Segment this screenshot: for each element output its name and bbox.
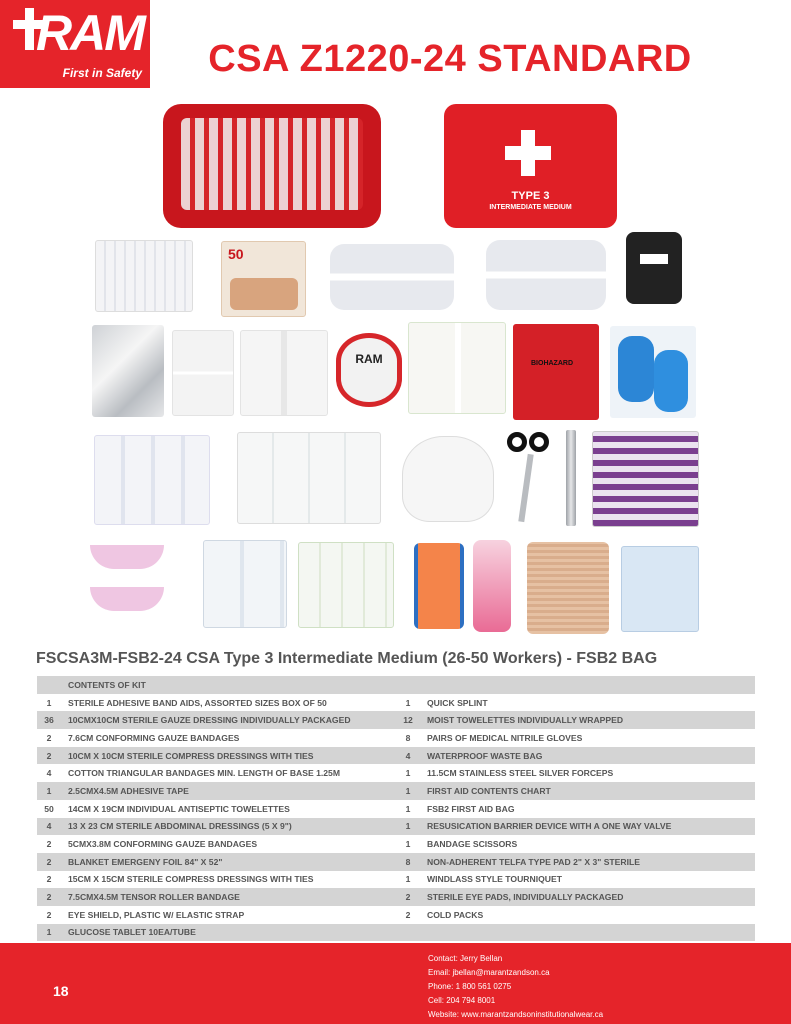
table-row: [37, 818, 755, 836]
item-desc: MOIST TOWELETTES INDIVIDUALLY WRAPPED: [427, 715, 624, 726]
bag-label-type: TYPE 3: [511, 190, 550, 202]
table-header: CONTENTS OF KIT: [68, 679, 146, 690]
nitrile-gloves-image: [610, 326, 696, 418]
antiseptic-towelettes-image: [237, 432, 381, 524]
item-desc: 5CMX3.8M CONFORMING GAUZE BANDAGES: [68, 839, 258, 850]
item-desc: FSB2 FIRST AID BAG: [427, 803, 515, 814]
item-desc: STERILE ADHESIVE BAND AIDS, ASSORTED SIZES BOX OF 50: [68, 697, 327, 708]
item-qty: 1: [405, 839, 411, 850]
gauze-pads-image: [95, 240, 193, 312]
contact-website: Website: www.marantzandsoninstitutionalwear.ca: [428, 1010, 604, 1019]
item-desc: NON-ADHERENT TELFA TYPE PAD 2" X 3" STERILE: [427, 856, 640, 867]
contact-info: [428, 952, 603, 1022]
item-qty: 1: [46, 697, 52, 708]
item-qty: 1: [405, 785, 411, 796]
item-qty: 4: [46, 768, 52, 779]
footer: [0, 943, 791, 1024]
tape-brand: RAM: [355, 352, 383, 366]
item-qty: 12: [403, 715, 413, 726]
item-qty: 1: [405, 874, 411, 885]
item-desc: PAIRS OF MEDICAL NITRILE GLOVES: [427, 732, 583, 743]
item-desc: RESUSICATION BARRIER DEVICE WITH A ONE WAY VALVE: [427, 821, 672, 832]
abdominal-dressings-image: [94, 435, 210, 525]
band-aids-count: 50: [228, 246, 244, 262]
item-qty: 1: [405, 697, 411, 708]
table-row: [37, 711, 755, 729]
item-qty: 2: [405, 909, 411, 920]
item-qty: 2: [46, 856, 52, 867]
dressing-packs-image: [172, 330, 234, 416]
table-row: [37, 694, 755, 712]
item-desc: GLUCOSE TABLET 10EA/TUBE: [68, 927, 196, 938]
cold-pack-image: [414, 543, 464, 629]
eye-pads-image: [203, 540, 287, 628]
item-qty: 8: [405, 856, 411, 867]
item-desc: 14CM X 19CM INDIVIDUAL ANTISEPTIC TOWELETTES: [68, 803, 290, 814]
item-desc: 2.5CMX4.5M ADHESIVE TAPE: [68, 785, 189, 796]
item-desc: 13 X 23 CM STERILE ABDOMINAL DRESSINGS (5 X 9"): [68, 821, 292, 832]
glucose-tablets-image: [473, 540, 511, 632]
table-row: [37, 800, 755, 818]
item-qty: 1: [405, 768, 411, 779]
item-desc: 10CMX10CM STERILE GAUZE DRESSING INDIVIDUALLY PACKAGED: [68, 715, 351, 726]
contact-phone: Phone: 1 800 561 0275: [428, 982, 512, 991]
logo-brand: RAM: [36, 5, 144, 61]
item-qty: 4: [405, 750, 411, 761]
item-qty: 2: [46, 750, 52, 761]
contents-table: [37, 676, 755, 941]
triangular-bandage-image: [330, 244, 454, 310]
ram-logo: [0, 0, 150, 88]
table-header-row: [37, 676, 755, 694]
contact-email: Email: jbellan@marantzandson.ca: [428, 968, 550, 977]
quick-splint-image: [621, 546, 699, 632]
item-desc: BLANKET EMERGENY FOIL 84" X 52": [68, 856, 223, 867]
conforming-bandage-image: [240, 330, 328, 416]
item-desc: STERILE EYE PADS, INDIVIDUALLY PACKAGED: [427, 892, 624, 903]
item-qty: 36: [44, 715, 54, 726]
item-desc: 7.6CM CONFORMING GAUZE BANDAGES: [68, 732, 240, 743]
item-desc: BANDAGE SCISSORS: [427, 839, 518, 850]
bag-label-size: INTERMEDIATE MEDIUM: [489, 204, 572, 211]
table-row: [37, 764, 755, 782]
biohazard-bags-image: [513, 324, 599, 420]
tensor-bandage-image: [527, 542, 609, 634]
item-qty: 50: [44, 803, 54, 814]
item-desc: 11.5CM STAINLESS STEEL SILVER FORCEPS: [427, 768, 614, 779]
logo-cross-icon: [25, 8, 34, 50]
open-bag-image: [163, 104, 381, 228]
item-qty: 1: [405, 821, 411, 832]
contact-name: Contact: Jerry Bellan: [428, 954, 503, 963]
product-title: FSCSA3M-FSB2-24 CSA Type 3 Intermediate Medium (26-50 Workers) - FSB2 BAG: [36, 650, 658, 667]
gauze-roll-image: [486, 240, 606, 310]
moist-towelettes-image: [592, 431, 699, 527]
table-row: [37, 782, 755, 800]
adhesive-tape-image: [336, 333, 402, 407]
first-aid-cross-icon: [505, 130, 551, 176]
table-row: [37, 747, 755, 765]
item-desc: 7.5CMX4.5M TENSOR ROLLER BANDAGE: [68, 892, 240, 903]
band-aids-box-image: [221, 241, 306, 317]
table-row: [37, 906, 755, 924]
item-qty: 2: [46, 732, 52, 743]
item-desc: 15CM X 15CM STERILE COMPRESS DRESSINGS WITH TIES: [68, 874, 314, 885]
resuscitation-barrier-image: [402, 436, 494, 522]
table-row: [37, 888, 755, 906]
item-desc: EYE SHIELD, PLASTIC W/ ELASTIC STRAP: [68, 909, 245, 920]
biohazard-label: BIOHAZARD: [531, 360, 573, 367]
item-qty: 4: [46, 821, 52, 832]
item-desc: QUICK SPLINT: [427, 697, 488, 708]
tourniquet-image: [626, 232, 682, 304]
compress-dressings-image: [408, 322, 506, 414]
telfa-pads-image: [298, 542, 394, 628]
table-row: [37, 871, 755, 889]
page-number: 18: [53, 983, 69, 999]
foil-blanket-image: [92, 325, 164, 417]
item-qty: 2: [46, 909, 52, 920]
item-desc: COTTON TRIANGULAR BANDAGES MIN. LENGTH OF BASE 1.25M: [68, 768, 340, 779]
forceps-image: [566, 430, 576, 526]
table-row: [37, 924, 755, 942]
item-qty: 1: [46, 927, 52, 938]
page-title: CSA Z1220-24 STANDARD: [208, 38, 692, 80]
item-qty: 2: [46, 839, 52, 850]
item-qty: 1: [405, 803, 411, 814]
item-qty: 1: [46, 785, 52, 796]
table-row: [37, 853, 755, 871]
closed-bag-image: [444, 104, 617, 228]
item-desc: 10CM X 10CM STERILE COMPRESS DRESSINGS WITH TIES: [68, 750, 314, 761]
item-qty: 8: [405, 732, 411, 743]
item-qty: 2: [405, 892, 411, 903]
item-qty: 2: [46, 892, 52, 903]
contact-cell: Cell: 204 794 8001: [428, 996, 496, 1005]
item-desc: WINDLASS STYLE TOURNIQUET: [427, 874, 562, 885]
eye-shields-image: [90, 545, 188, 615]
item-qty: 2: [46, 874, 52, 885]
logo-tagline: First in Safety: [62, 66, 142, 80]
table-row: [37, 729, 755, 747]
table-row: [37, 835, 755, 853]
table-body: [37, 694, 755, 942]
bandage-scissors-image: [503, 428, 553, 524]
item-desc: FIRST AID CONTENTS CHART: [427, 785, 551, 796]
item-desc: COLD PACKS: [427, 909, 484, 920]
item-desc: WATERPROOF WASTE BAG: [427, 750, 543, 761]
